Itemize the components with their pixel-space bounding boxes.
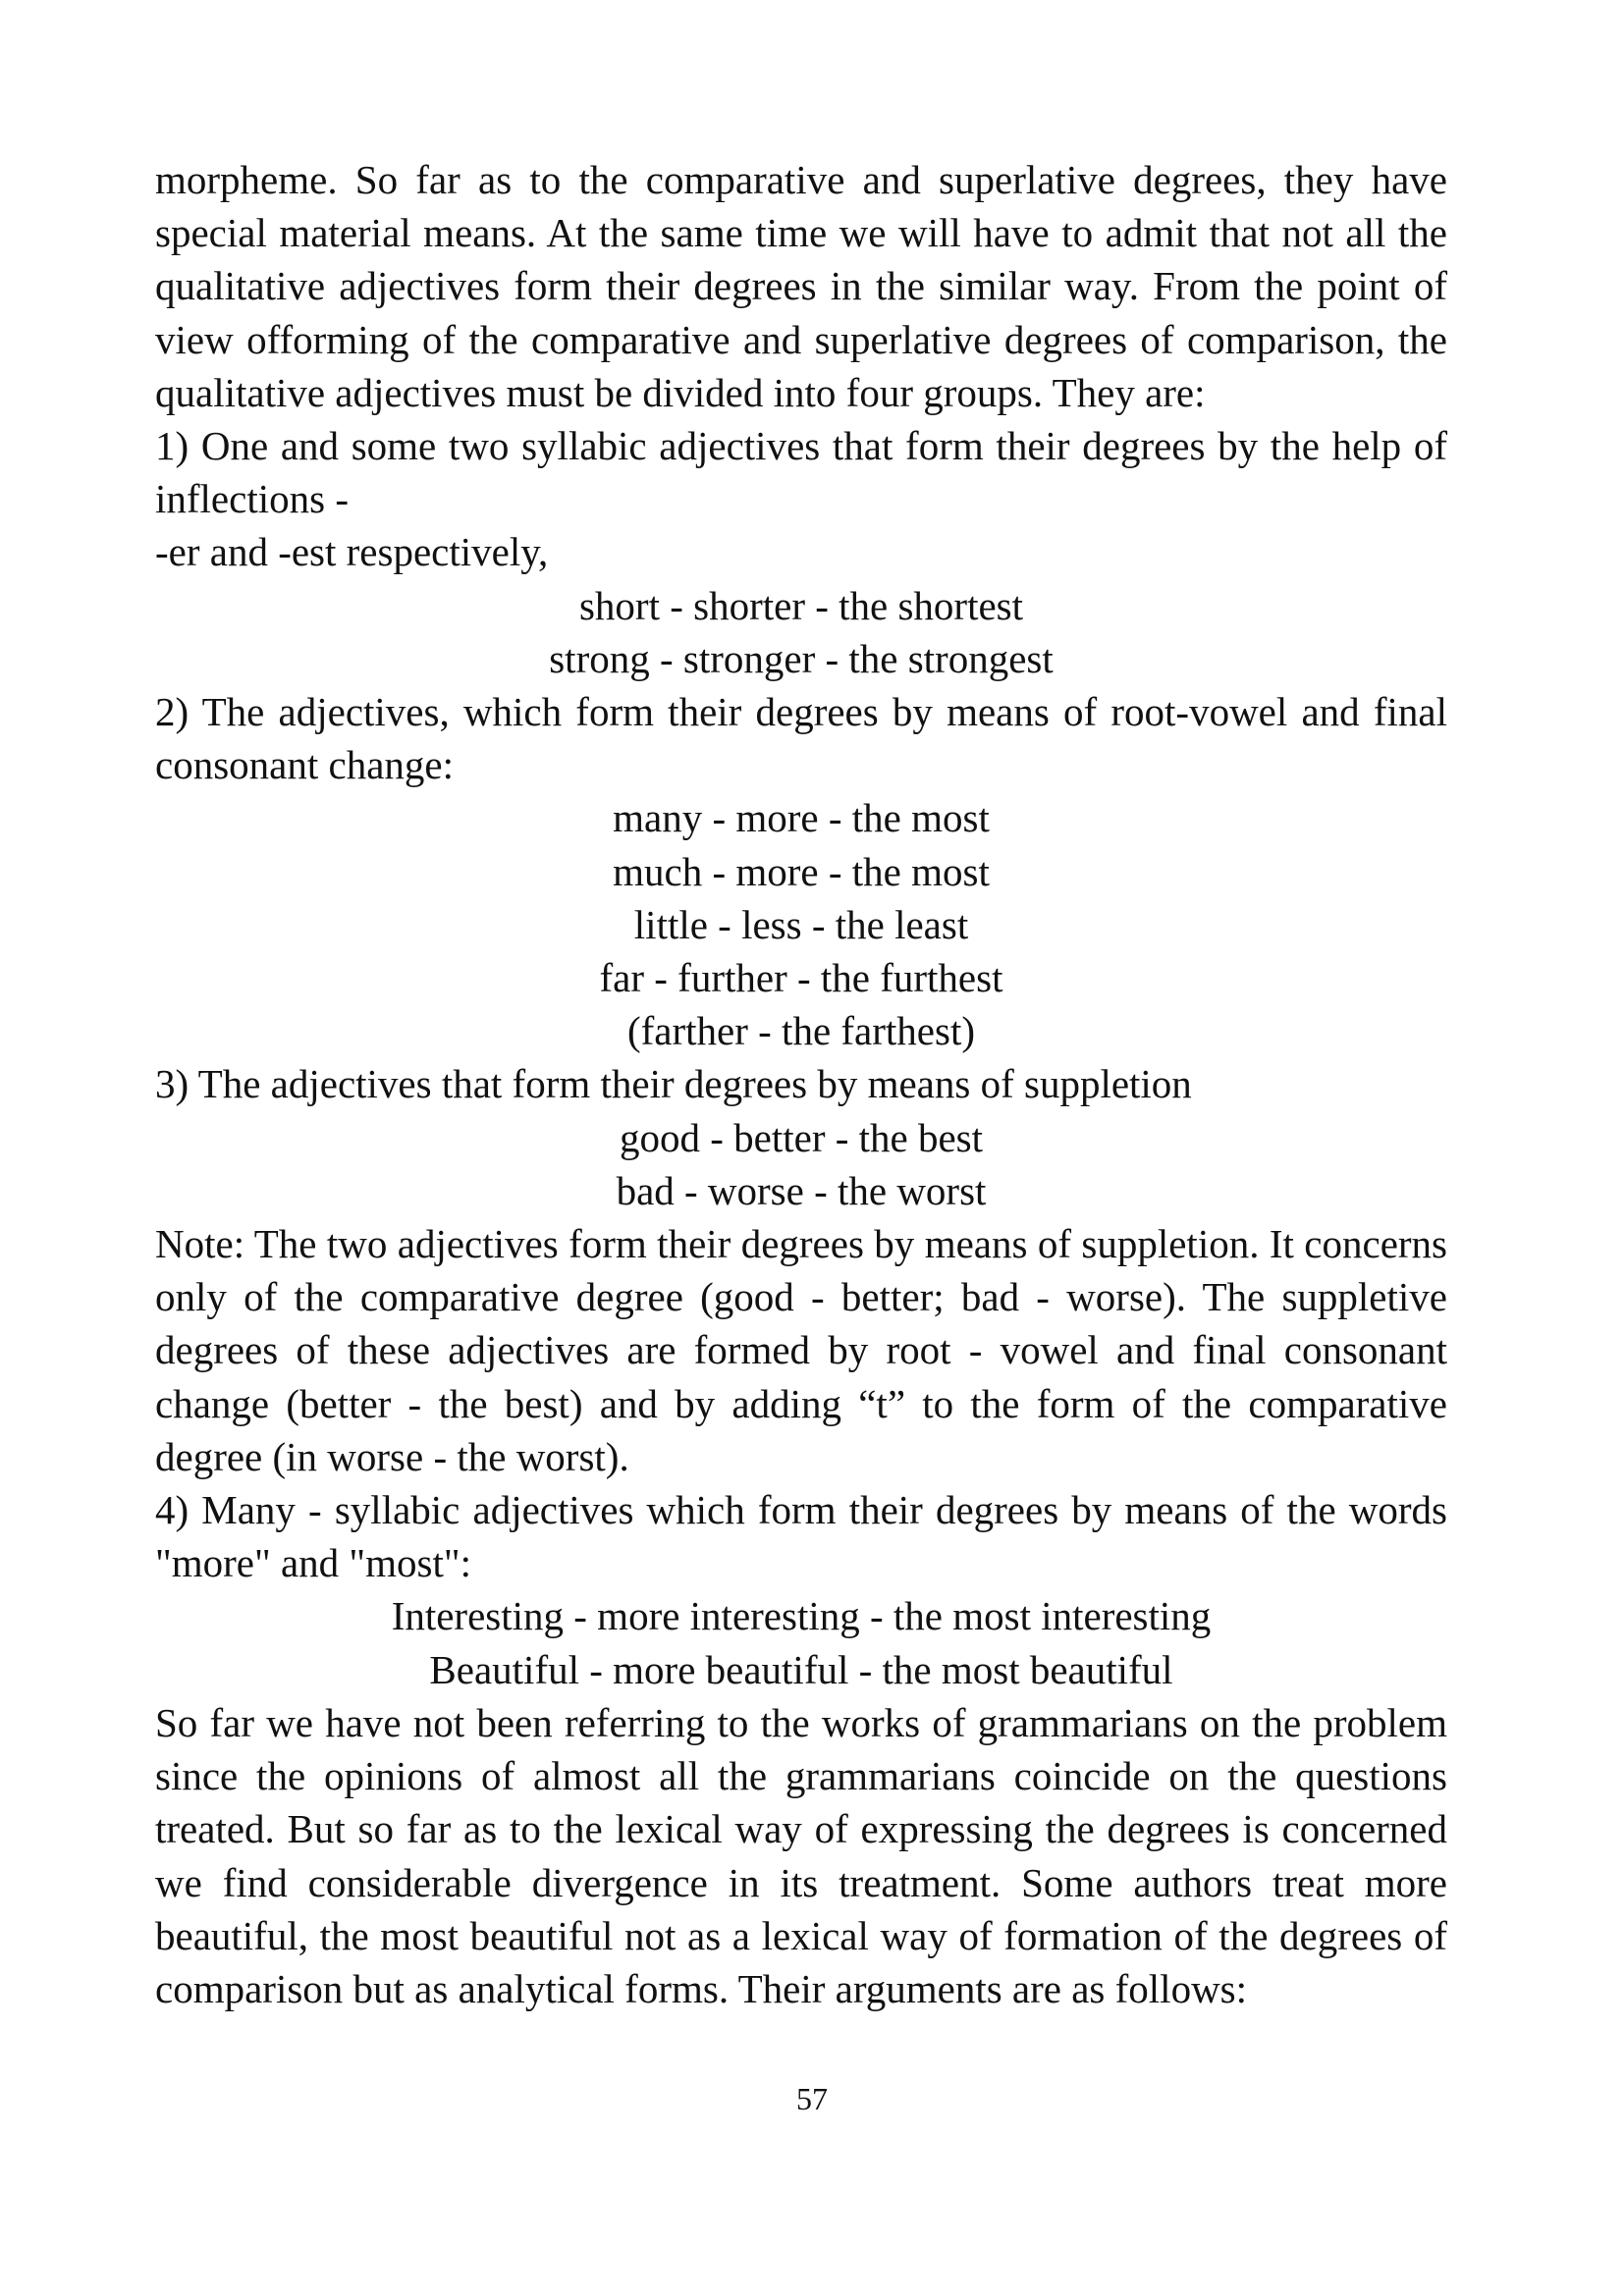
group2-example-1: many - more - the most bbox=[613, 795, 990, 841]
group3-example-2: bad - worse - the worst bbox=[616, 1167, 987, 1213]
group4-example-1: Interesting - more interesting - the most interesting bbox=[391, 1593, 1212, 1639]
intro-paragraph: morpheme. So far as to the comparative and superlative degrees, they have special material means. At the same time we will have to admit that not all the qualitative adjectives form their degrees in the similar way. From the point of view offorming of the comparative and superlative degrees of comparison, the qualitative adjectives must be divided into four groups. They are: bbox=[155, 157, 1447, 415]
group2-example-3: little - less - the least bbox=[633, 901, 969, 947]
group4-text: 4) Many - syllabic adjectives which form their degrees by means of the words "more" and "most": bbox=[155, 1487, 1447, 1586]
group1-text-continued: -er and -est respectively, bbox=[155, 529, 549, 575]
page-body bbox=[155, 153, 1447, 2015]
group1-example-1: short - shorter - the shortest bbox=[578, 582, 1024, 628]
group1-text: 1) One and some two syllabic adjectives that form their degrees by the help of inflections - bbox=[155, 423, 1447, 522]
group2-example-4: far - further - the furthest bbox=[599, 955, 1003, 1001]
group1-example-2: strong - stronger - the strongest bbox=[549, 635, 1054, 681]
group3-example-1: good - better - the best bbox=[619, 1114, 984, 1160]
note-paragraph: Note: The two adjectives form their degrees by means of suppletion. It concerns only of the comparative degree (good - better; bad - worse). The suppletive degrees of these adjectives are formed by root - vowel and final consonant change (better - the best) and by adding “t” to the form of the comparative degree (in worse - the worst). bbox=[155, 1221, 1447, 1479]
group2-text: 2) The adjectives, which form their degrees by means of root-vowel and final consonant change: bbox=[155, 689, 1447, 788]
closing-paragraph: So far we have not been referring to the works of grammarians on the problem since the opinions of almost all the grammarians coincide on the questions treated. But so far as to the lexical way of expressing the degrees is concerned we find considerable divergence in its treatment. Some authors treat more beautiful, the most beautiful not as a lexical way of formation of the degrees of comparison but as analytical forms. Their arguments are as follows: bbox=[155, 1699, 1447, 2011]
group3-text: 3) The adjectives that form their degrees by means of suppletion bbox=[155, 1061, 1192, 1107]
group4-example-2: Beautiful - more beautiful - the most beautiful bbox=[429, 1646, 1173, 1692]
group2-example-5: (farther - the farthest) bbox=[627, 1008, 975, 1054]
group2-example-2: much - more - the most bbox=[613, 848, 990, 894]
page-number: 57 bbox=[796, 2081, 828, 2116]
